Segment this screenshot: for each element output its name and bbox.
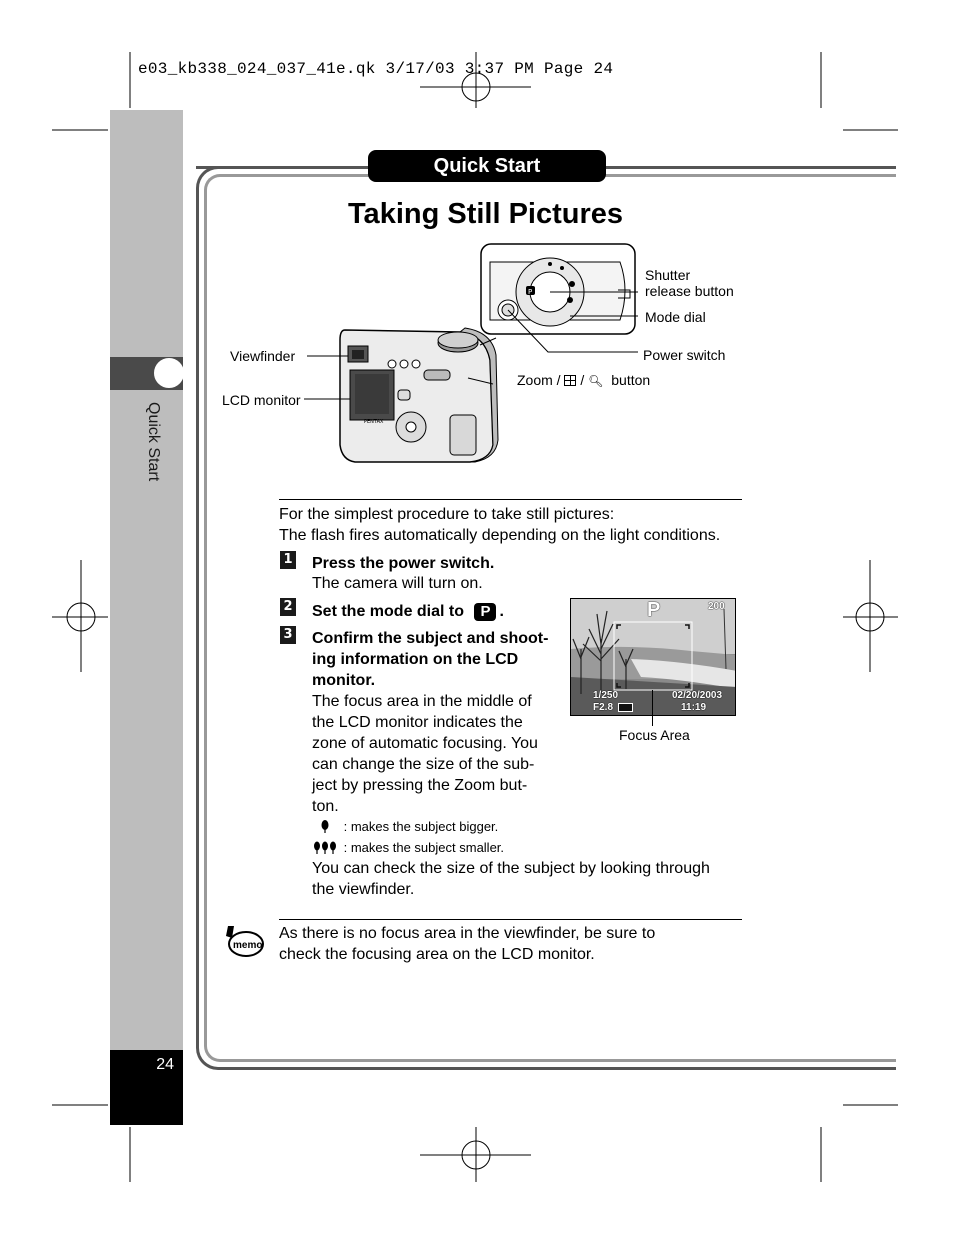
callout-shutter-line1: Shutter: [645, 267, 691, 283]
lcd-shutter-speed: 1/250: [593, 690, 619, 701]
lcd-caption-focus-area: Focus Area: [619, 727, 690, 743]
closing-text: You can check the size of the subject by looking through the viewfinder.: [312, 860, 710, 898]
step-3-heading: Confirm the subject and shoot- ing information on the LCD monitor.: [312, 630, 549, 689]
step-1-body: The camera will turn on.: [312, 575, 483, 592]
step-3-number: 3: [280, 626, 296, 644]
callout-zoom-suffix: button: [611, 372, 651, 388]
lcd-screen-image: [570, 598, 736, 716]
lcd-aperture: F2.8: [593, 702, 614, 713]
zoom-note-bigger-text: : makes the subject bigger.: [343, 819, 499, 834]
callout-zoom-prefix: Zoom /: [517, 372, 561, 388]
step-2-number: 2: [280, 598, 296, 616]
intro-top-rule: [279, 499, 742, 500]
callout-viewfinder: Viewfinder: [230, 348, 296, 364]
lcd-mode: P: [647, 599, 661, 621]
mode-p-icon: P: [474, 603, 496, 621]
step-1-heading: Press the power switch.: [312, 555, 495, 572]
chapter-sidebar: [110, 110, 183, 1125]
print-slug: e03_kb338_024_037_41e.qk 3/17/03 3:37 PM Page 24: [138, 60, 614, 78]
zoom-note-smaller-text: : makes the subject smaller.: [343, 840, 505, 855]
intro-line1: For the simplest procedure to take still pictures:: [279, 506, 615, 523]
three-trees-icon: [313, 840, 337, 854]
zoom-note-smaller: [313, 840, 504, 855]
step-1-number: 1: [280, 551, 296, 569]
svg-text:memo: memo: [233, 940, 263, 951]
sidebar-chapter-label: Quick Start: [145, 402, 162, 482]
step-3-body: The focus area in the middle of the LCD monitor indicates the zone of automatic focusing. You can change the size of the sub- ject by pressing the Zoom but- ton.: [312, 693, 538, 815]
callout-zoom-slash: /: [580, 372, 585, 388]
memo-text: As there is no focus area in the viewfinder, be sure to check the focusing area on the LCD monitor.: [279, 925, 656, 963]
callout-shutter-release: [645, 267, 734, 299]
svg-text:PENTAX: PENTAX: [364, 419, 384, 425]
callout-shutter-line2: release button: [645, 283, 734, 299]
section-pill: Quick Start: [368, 150, 606, 182]
lcd-time: 11:19: [681, 702, 707, 713]
callout-power-switch: Power switch: [643, 347, 726, 363]
thumbnail-grid-icon: [564, 375, 576, 386]
memo-icon: [224, 924, 266, 960]
focus-area-pointer: [652, 690, 653, 726]
svg-text:P: P: [528, 288, 533, 296]
intro-line2: The flash fires automatically depending on the light conditions.: [279, 527, 721, 544]
chapter-tab-circle: [154, 358, 184, 388]
lcd-shots-remaining: 200: [708, 601, 725, 612]
memo-top-rule: [279, 919, 742, 920]
single-tree-icon: [318, 819, 332, 833]
battery-icon: [618, 703, 633, 712]
page-number: 24: [156, 1056, 174, 1073]
callout-zoom-button: [517, 372, 650, 388]
step-2-heading: [312, 601, 504, 622]
step-2-heading-end: .: [499, 603, 504, 620]
page-title: Taking Still Pictures: [348, 198, 624, 230]
callout-mode-dial: Mode dial: [645, 309, 706, 325]
magnifier-icon: 🔍︎: [588, 374, 604, 388]
zoom-note-bigger: [318, 819, 498, 834]
camera-illustration: [300, 240, 660, 470]
lcd-date: 02/20/2003: [672, 690, 723, 701]
step-2-heading-text: Set the mode dial to: [312, 603, 465, 620]
callout-lcd-monitor: LCD monitor: [222, 392, 301, 408]
